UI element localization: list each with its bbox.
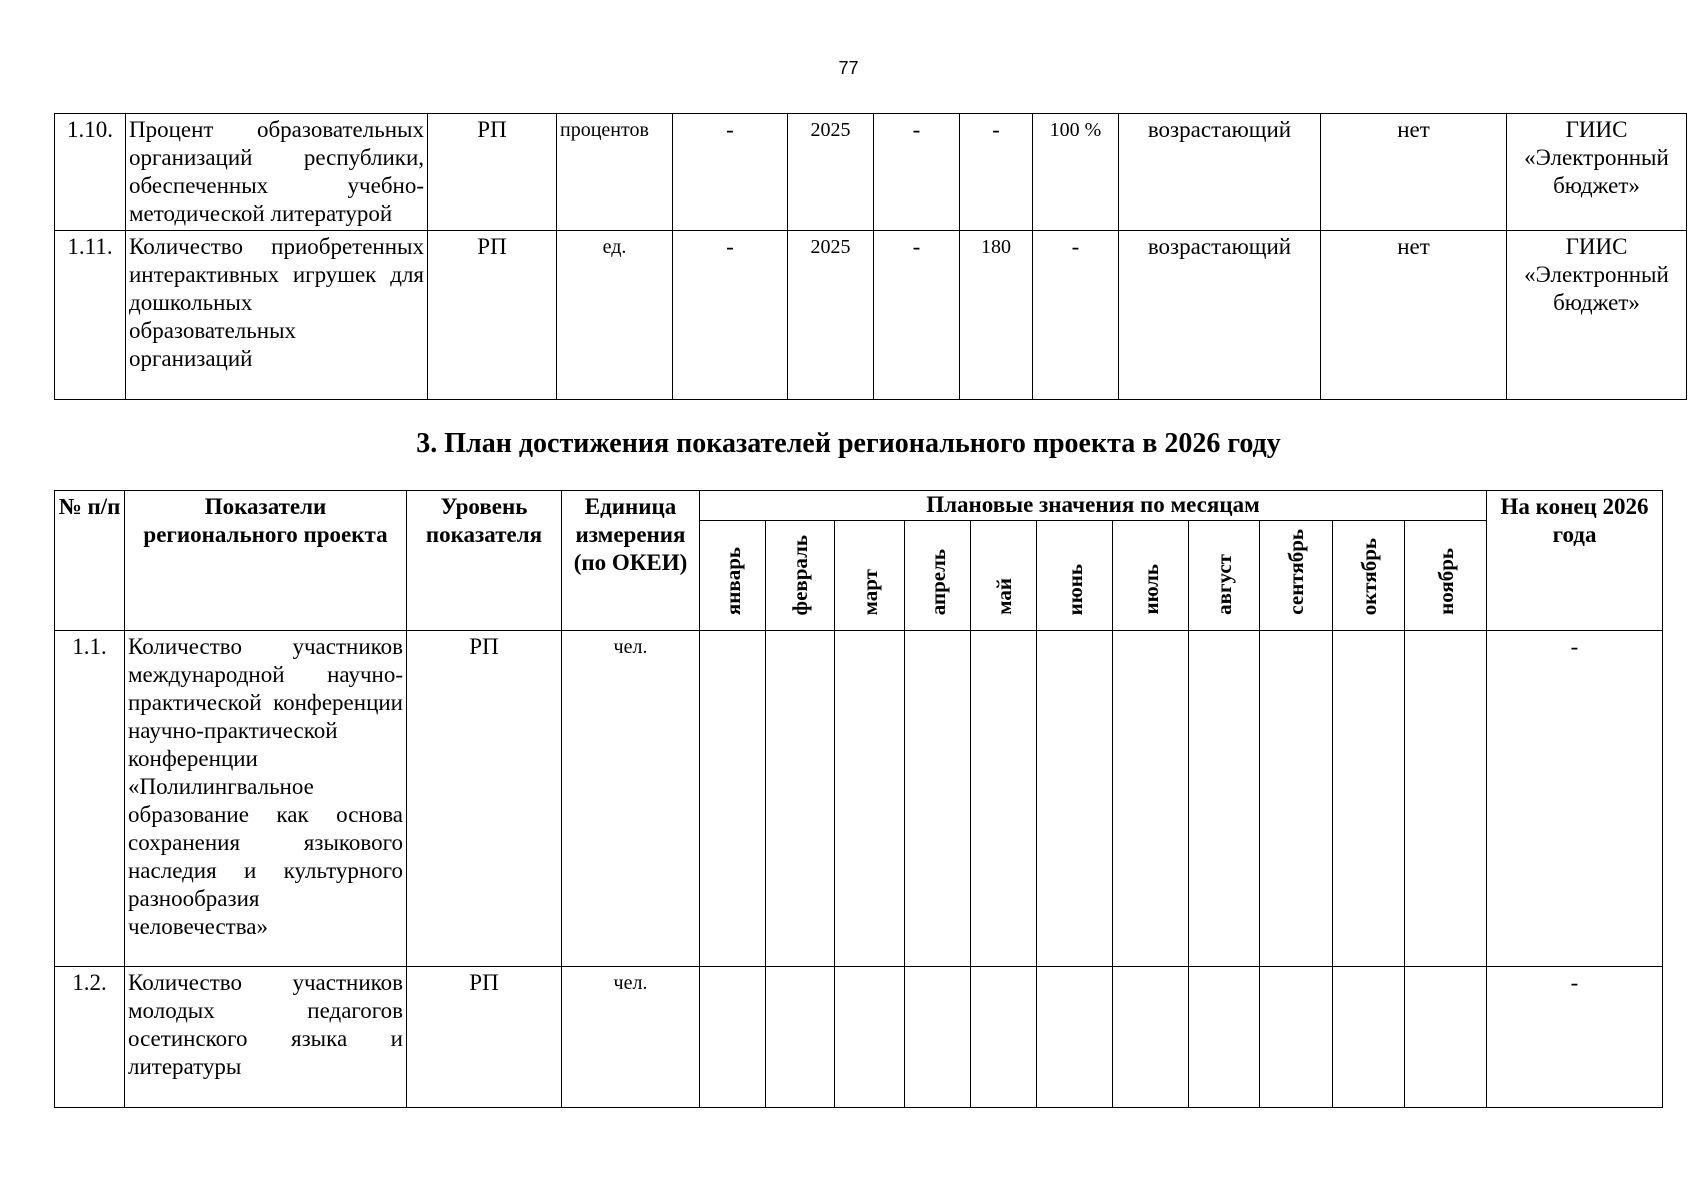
source: ГИИС «Электронный бюджет»: [1507, 114, 1687, 231]
flag: нет: [1321, 231, 1507, 400]
header-planned: Плановые значения по месяцам: [700, 491, 1487, 521]
cell: -: [874, 114, 960, 231]
row-number: 1.1.: [55, 631, 125, 967]
month-value: [1189, 631, 1260, 967]
unit: процентов: [557, 114, 673, 231]
month-value: [1405, 967, 1487, 1108]
month-header: октябрь: [1333, 521, 1405, 631]
unit: ед.: [557, 231, 673, 400]
indicator-level: РП: [428, 231, 557, 400]
month-value: [1037, 967, 1113, 1108]
header-level: Уровень показателя: [407, 491, 562, 631]
month-header: февраль: [766, 521, 835, 631]
end-value: -: [1487, 967, 1663, 1108]
year: 2025: [788, 231, 874, 400]
cell: -: [673, 231, 788, 400]
month-header: январь: [700, 521, 766, 631]
row-number: 1.11.: [55, 231, 126, 400]
header-indicators: Показатели регионального проекта: [125, 491, 407, 631]
month-value: [971, 631, 1037, 967]
year: 2025: [788, 114, 874, 231]
month-value: [1037, 631, 1113, 967]
header-end: На конец 2026 года: [1487, 491, 1663, 631]
month-header: ноябрь: [1405, 521, 1487, 631]
table-row: [55, 114, 1687, 231]
month-header: июнь: [1037, 521, 1113, 631]
month-value: [766, 967, 835, 1108]
cell: 100 %: [1033, 114, 1119, 231]
source: ГИИС «Электронный бюджет»: [1507, 231, 1687, 400]
indicator-level: РП: [407, 631, 562, 967]
end-value: -: [1487, 631, 1663, 967]
flag: нет: [1321, 114, 1507, 231]
monthly-plan-table: [54, 490, 1663, 1108]
month-header: май: [971, 521, 1037, 631]
month-value: [1113, 631, 1189, 967]
month-header: апрель: [905, 521, 971, 631]
table-row: [55, 967, 1663, 1108]
cell: 180: [960, 231, 1033, 400]
cell: -: [874, 231, 960, 400]
row-number: 1.10.: [55, 114, 126, 231]
month-header: август: [1189, 521, 1260, 631]
month-value: [1405, 631, 1487, 967]
row-number: 1.2.: [55, 967, 125, 1108]
indicator-level: РП: [428, 114, 557, 231]
table-row: [55, 231, 1687, 400]
indicators-table-continued: [54, 113, 1687, 400]
month-value: [700, 631, 766, 967]
month-value: [1260, 631, 1333, 967]
indicator-name: Количество участников международной научно-практической конференции научно-практической конференции «Полилингвальное образование как основа сохранения языкового наследия и культурного разнообразия человечества»: [125, 631, 407, 967]
month-value: [1333, 631, 1405, 967]
header-unit: Единица измерения (по ОКЕИ): [562, 491, 700, 631]
month-value: [905, 631, 971, 967]
month-header: июль: [1113, 521, 1189, 631]
month-value: [766, 631, 835, 967]
indicator-name: Процент образовательных организаций республики, обеспеченных учебно-методической литературой: [126, 114, 428, 231]
header-row: [55, 491, 1663, 521]
indicator-name: Количество приобретенных интерактивных игрушек для дошкольных образовательных организаций: [126, 231, 428, 400]
header-num: № п/п: [55, 491, 125, 631]
month-value: [1333, 967, 1405, 1108]
cell: -: [673, 114, 788, 231]
month-value: [971, 967, 1037, 1108]
month-header: март: [835, 521, 905, 631]
month-value: [700, 967, 766, 1108]
cell: -: [960, 114, 1033, 231]
month-value: [1113, 967, 1189, 1108]
section-title: 3. План достижения показателей регионального проекта в 2026 году: [416, 428, 1281, 459]
page-number: 77: [838, 58, 859, 78]
trend: возрастающий: [1119, 231, 1321, 400]
unit: чел.: [562, 631, 700, 967]
month-value: [1189, 967, 1260, 1108]
indicator-name: Количество участников молодых педагогов осетинского языка и литературы: [125, 967, 407, 1108]
cell: -: [1033, 231, 1119, 400]
month-value: [1260, 967, 1333, 1108]
unit: чел.: [562, 967, 700, 1108]
month-value: [905, 967, 971, 1108]
trend: возрастающий: [1119, 114, 1321, 231]
table-row: [55, 631, 1663, 967]
month-value: [835, 967, 905, 1108]
month-value: [835, 631, 905, 967]
indicator-level: РП: [407, 967, 562, 1108]
month-header: сентябрь: [1260, 521, 1333, 631]
